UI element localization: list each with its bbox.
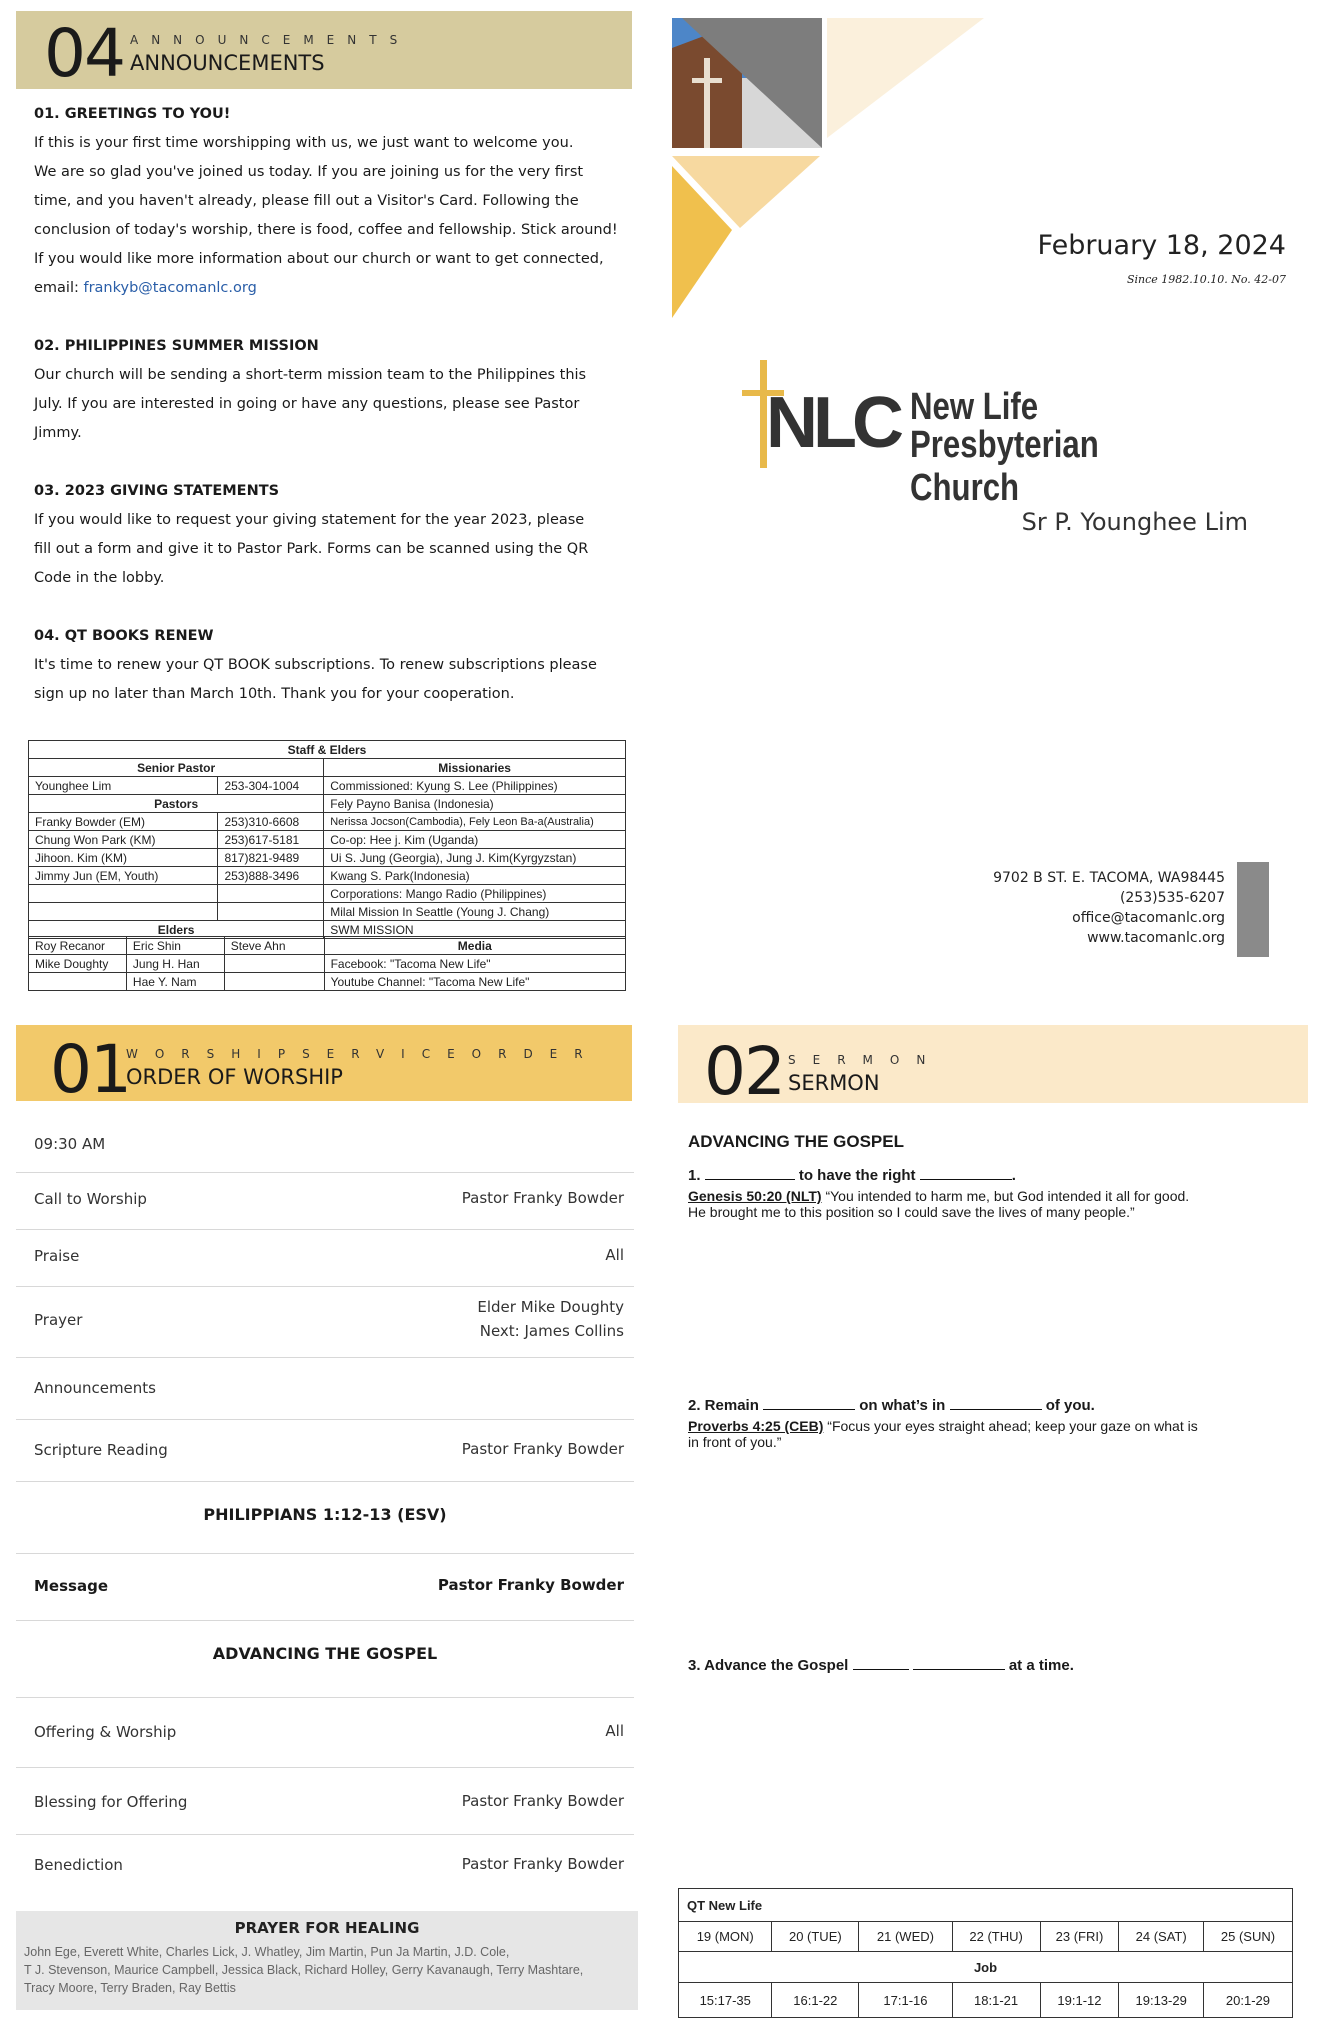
scripture-reference-row [16, 1481, 634, 1554]
announcement-line: Our church will be sending a short-term mission team to the Philippines this [34, 367, 587, 383]
point-text: 3. Advance the Gospel [688, 1657, 849, 1674]
healing-names: T J. Stevenson, Maurice Campbell, Jessica Black, Richard Holley, Gerry Kavanaugh, Terry Mashtare, [24, 1963, 584, 1977]
worship-row [16, 1286, 634, 1358]
fill-blank[interactable] [853, 1655, 909, 1670]
missionary: Fely Payno Banisa (Indonesia) [324, 795, 626, 813]
phone: (253)535-6207 [1119, 890, 1225, 906]
elder-name: Mike Doughty [29, 955, 127, 973]
elders-table [28, 936, 626, 991]
point-text: of you. [1045, 1397, 1095, 1414]
announcements-header [16, 11, 632, 92]
announcement-line: sign up no later than March 10th. Thank you for your cooperation. [34, 686, 515, 702]
missionary: Commissioned: Kyung S. Lee (Philippines) [324, 777, 626, 795]
staff-phone: 817)821-9489 [218, 849, 324, 867]
announcement-line: We are so glad you've joined us today. If you are joining us for the very first [34, 164, 584, 180]
section-spaced-title: WORSHIPSERVICEORDER [126, 1047, 600, 1061]
qt-day: 23 (FRI) [1040, 1922, 1119, 1952]
qt-book: Job [679, 1952, 1293, 1983]
qt-day: 21 (WED) [859, 1922, 952, 1952]
website[interactable]: www.tacomanlc.org [1087, 930, 1225, 946]
worship-row [16, 1357, 634, 1420]
missionary: Kwang S. Park(Indonesia) [324, 867, 626, 885]
announcement-line: fill out a form and give it to Pastor Park. Forms can be scanned using the QR [34, 541, 589, 557]
scripture-reference: PHILIPPIANS 1:12-13 (ESV) [203, 1505, 447, 1524]
pastors-heading: Pastors [29, 795, 324, 813]
elder-name: Hae Y. Nam [126, 973, 224, 991]
qt-day: 20 (TUE) [772, 1922, 859, 1952]
announcement-line: It's time to renew your QT BOOK subscriptions. To renew subscriptions please [34, 657, 597, 673]
worship-leader: All [605, 1246, 624, 1264]
worship-row [16, 1767, 634, 1835]
media-item: Facebook: "Tacoma New Life" [324, 955, 625, 973]
elders-heading: Elders [29, 921, 324, 939]
healing-names: John Ege, Everett White, Charles Lick, J. Whatley, Jim Martin, Pun Ja Martin, J.D. Cole, [24, 1945, 510, 1959]
worship-leader: Elder Mike Doughty [477, 1298, 624, 1316]
missionary: SWM MISSION [324, 921, 626, 939]
elder-name: Steve Ahn [224, 937, 324, 955]
worship-row [16, 1172, 634, 1230]
scripture-quote: in front of you.” [688, 1434, 782, 1450]
fill-blank[interactable] [705, 1165, 795, 1180]
staff-phone: 253)617-5181 [218, 831, 324, 849]
worship-leader: Pastor Franky Bowder [461, 1855, 624, 1873]
prayer-for-healing [16, 1911, 638, 2010]
sermon-point-1 [688, 1165, 1288, 1220]
worship-row [16, 1553, 634, 1621]
contact-block [993, 868, 1225, 948]
healing-title: PRAYER FOR HEALING [234, 1919, 420, 1937]
announcement-line: Jimmy. [34, 425, 82, 441]
worship-leader: All [605, 1722, 624, 1740]
qt-day: 25 (SUN) [1203, 1922, 1292, 1952]
announcement-line: If you would like more information about our church or want to get connected, [34, 251, 604, 267]
announcement-title: 03. 2023 GIVING STATEMENTS [34, 483, 280, 499]
cover-date: February 18, 2024 [1037, 230, 1286, 261]
senior-pastor-name: Sr P. Younghee Lim [1021, 508, 1248, 536]
point-end: . [1011, 1167, 1016, 1184]
qt-reading: 19:13-29 [1119, 1983, 1204, 2018]
media-heading: Media [324, 937, 625, 955]
service-time: 09:30 AM [34, 1135, 106, 1153]
announcement-line: conclusion of today's worship, there is food, coffee and fellowship. Stick around! [34, 222, 618, 238]
cover-graphic [672, 18, 992, 318]
address: 9702 B ST. E. TACOMA, WA98445 [993, 870, 1225, 886]
fill-blank[interactable] [913, 1655, 1005, 1670]
announcement-line: If you would like to request your giving statement for the year 2023, please [34, 512, 585, 528]
section-spaced-title: SERMON [788, 1053, 943, 1067]
sermon-header [678, 1025, 1308, 1110]
worship-leader-next: Next: James Collins [479, 1322, 624, 1340]
sermon-point-3 [688, 1655, 1074, 1674]
healing-names: Tracy Moore, Terry Braden, Ray Bettis [24, 1981, 236, 1995]
scripture-ref: Genesis 50:20 (NLT) [688, 1188, 822, 1204]
missionaries-heading: Missionaries [324, 759, 626, 777]
section-number: 04 [44, 15, 124, 92]
qt-reading: 15:17-35 [679, 1983, 772, 2018]
staff-name: Franky Bowder (EM) [29, 813, 218, 831]
worship-item: Announcements [34, 1379, 156, 1397]
section-spaced-title: ANNOUNCEMENTS [130, 33, 411, 47]
staff-table [28, 740, 626, 939]
scripture-quote: “You intended to harm me, but God intended it all for good. [821, 1188, 1190, 1204]
worship-item: Prayer [34, 1311, 83, 1329]
worship-item: Offering & Worship [34, 1723, 177, 1741]
staff-name: Jimmy Jun (EM, Youth) [29, 867, 218, 885]
worship-item: Benediction [34, 1856, 123, 1874]
sermon-title: ADVANCING THE GOSPEL [688, 1132, 904, 1151]
staff-name: Jihoon. Kim (KM) [29, 849, 218, 867]
point-text: to have the right [798, 1167, 916, 1184]
worship-item: Blessing for Offering [34, 1793, 188, 1811]
media-item: Youtube Channel: "Tacoma New Life" [324, 973, 625, 991]
elder-name: Roy Recanor [29, 937, 127, 955]
church-logo [738, 360, 1258, 509]
fill-blank[interactable] [763, 1395, 855, 1410]
scripture-quote: “Focus your eyes straight ahead; keep your gaze on what is [823, 1418, 1198, 1434]
scripture-quote: He brought me to this position so I could save the lives of many people.” [688, 1204, 1135, 1220]
qt-title: QT New Life [679, 1889, 1293, 1922]
announcements-body [34, 100, 634, 709]
qt-reading: 18:1-21 [952, 1983, 1040, 2018]
cover-since: Since 1982.10.10. No. 42-07 [1126, 273, 1286, 286]
worship-row [16, 1419, 634, 1482]
logo-letters: NLC [766, 383, 899, 463]
message-title-row [16, 1620, 634, 1698]
worship-leader: Pastor Franky Bowder [437, 1576, 624, 1594]
church-name-line1: New Life [910, 386, 1039, 428]
fill-blank[interactable] [920, 1165, 1012, 1180]
staff-title: Staff & Elders [29, 741, 626, 759]
announcement-line: If this is your first time worshipping with us, we just want to welcome you. [34, 135, 574, 151]
staff-name: Younghee Lim [29, 777, 218, 795]
worship-item: Scripture Reading [34, 1441, 168, 1459]
point-text: at a time. [1008, 1657, 1074, 1674]
qt-reading: 17:1-16 [859, 1983, 952, 2018]
qt-reading: 19:1-12 [1040, 1983, 1119, 2018]
worship-leader: Pastor Franky Bowder [461, 1440, 624, 1458]
point-text: 2. Remain [688, 1397, 759, 1414]
section-title: SERMON [788, 1071, 880, 1095]
missionary: Nerissa Jocson(Cambodia), Fely Leon Ba-a(Australia) [324, 813, 626, 831]
sermon-point-2 [688, 1395, 1293, 1450]
qt-day: 24 (SAT) [1119, 1922, 1204, 1952]
qt-reading: 20:1-29 [1203, 1983, 1292, 2018]
service-time-row [16, 1110, 634, 1173]
staff-phone: 253)310-6608 [218, 813, 324, 831]
worship-leader: Pastor Franky Bowder [461, 1189, 624, 1207]
elder-name: Jung H. Han [126, 955, 224, 973]
announcement-line: time, and you haven't already, please fill out a Visitor's Card. Following the [34, 193, 579, 209]
point-text: on what’s in [859, 1397, 946, 1414]
missionary: Co-op: Hee j. Kim (Uganda) [324, 831, 626, 849]
missionary: Milal Mission In Seattle (Young J. Chang) [324, 903, 626, 921]
email[interactable]: office@tacomanlc.org [1072, 910, 1225, 926]
grey-bar [1237, 862, 1269, 957]
worship-item: Message [34, 1577, 108, 1595]
missionary: Corporations: Mango Radio (Philippines) [324, 885, 626, 903]
scripture-ref: Proverbs 4:25 (CEB) [688, 1418, 824, 1434]
announcement-line: Code in the lobby. [34, 570, 165, 586]
worship-item: Call to Worship [34, 1190, 147, 1208]
cream-triangle [827, 18, 984, 138]
missionary: Ui S. Jung (Georgia), Jung J. Kim(Kyrgyzstan) [324, 849, 626, 867]
section-title: ORDER OF WORSHIP [126, 1065, 343, 1089]
email-prefix: email: [34, 280, 84, 296]
senior-pastor-heading: Senior Pastor [29, 759, 324, 777]
worship-row [16, 1229, 634, 1287]
worship-row [16, 1834, 634, 1896]
worship-item: Praise [34, 1247, 80, 1265]
church-name-line2: Presbyterian Church [910, 424, 1099, 509]
announcement-line: July. If you are interested in going or have any questions, please see Pastor [34, 396, 580, 412]
staff-phone: 253-304-1004 [218, 777, 324, 795]
elder-name: Eric Shin [126, 937, 224, 955]
qt-table [678, 1888, 1293, 2018]
staff-phone: 253)888-3496 [218, 867, 324, 885]
section-number: 02 [704, 1033, 784, 1110]
worship-header [16, 1025, 632, 1108]
fill-blank[interactable] [950, 1395, 1042, 1410]
qt-day: 22 (THU) [952, 1922, 1040, 1952]
worship-row [16, 1697, 634, 1768]
announcement-title: 01. GREETINGS TO YOU! [34, 106, 231, 122]
announcement-email-line [34, 274, 634, 303]
announcement-title: 04. QT BOOKS RENEW [34, 628, 214, 644]
worship-leader: Pastor Franky Bowder [461, 1792, 624, 1810]
qt-day: 19 (MON) [679, 1922, 772, 1952]
announcement-title: 02. PHILIPPINES SUMMER MISSION [34, 338, 319, 354]
message-title: ADVANCING THE GOSPEL [212, 1644, 438, 1663]
point-number: 1. [688, 1167, 701, 1184]
staff-name: Chung Won Park (KM) [29, 831, 218, 849]
section-number: 01 [50, 1031, 130, 1108]
qt-reading: 16:1-22 [772, 1983, 859, 2018]
section-title: ANNOUNCEMENTS [130, 51, 325, 75]
email-link[interactable]: frankyb@tacomanlc.org [83, 280, 257, 296]
